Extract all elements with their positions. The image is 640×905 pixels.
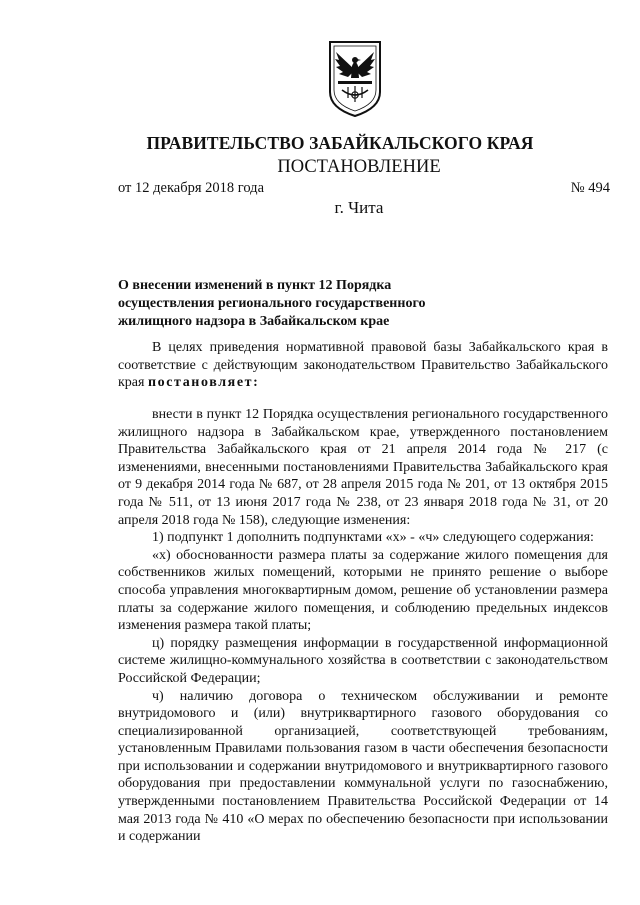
body-paragraph: «х) обоснованности размера платы за содержание жилого помещения для собственников жилых помещений, которыми не принято решение о выборе способа управления многоквартирным домом, решение об установлении размера платы за содержание жилого помещения, и соблюдению предельных индексов изменения размера такой платы; [118, 547, 608, 634]
document-number: № 494 [570, 180, 610, 196]
intro-text: В целях приведения нормативной правовой базы Забайкальского края в соответствие с действующим законодательством Правительство Забайкальского края [118, 340, 608, 391]
decree-body [118, 406, 608, 846]
subject-line: жилищного надзора в Забайкальском крае [118, 314, 390, 329]
document-city: г. Чита [334, 198, 384, 217]
body-paragraph: внести в пункт 12 Порядка осуществления регионального государственного жилищного надзора в Забайкальском крае, утвержденного постановлением Правительства Забайкальского края от 21 апреля 2014 года № 217 (с изменениями, внесенными постановлениями Правительства Забайкальского края от 9 декабря 2014 года № 687, от 28 апреля 2015 года № 201, от 13 октября 2015 года № 511, от 13 июня 2017 года № 238, от 23 января 2018 года № 31, от 20 апреля 2018 года № 158), следующие изменения: [118, 407, 608, 528]
body-paragraph: ц) порядку размещения информации в государственной информационной системе жилищно-коммунального хозяйства в соответствии с законодательством Российской Федерации; [118, 635, 608, 686]
intro-paragraph [118, 339, 608, 392]
document-subject [118, 277, 478, 331]
document-type: ПОСТАНОВЛЕНИЕ [277, 157, 441, 177]
subject-line: О внесении изменений в пункт 12 Порядка [118, 278, 392, 293]
decree-word: постановляет: [147, 375, 260, 391]
subject-line: осуществления регионального государственного [118, 296, 426, 311]
body-paragraph: ч) наличию договора о техническом обслуживании и ремонте внутридомового и (или) внутриквартирного газового оборудования со специализированной организацией, соответствующей требованиям, установленным Правилами пользования газом в части обеспечения безопасности при использовании и содержании внутридомового и внутриквартирного газового оборудования при предоставлении коммунальной услуги по газоснабжению, утвержденными постановлением Правительства Российской Федерации от 14 мая 2013 года № 410 «О мерах по обеспечению безопасности при использовании и содержании [118, 688, 608, 845]
document-date: от 12 декабря 2018 года [118, 180, 264, 196]
government-name: ПРАВИТЕЛЬСТВО ЗАБАЙКАЛЬСКОГО КРАЯ [146, 133, 534, 153]
body-paragraph: 1) подпункт 1 дополнить подпунктами «х» - «ч» следующего содержания: [152, 530, 594, 546]
zabaikalsky-krai-coat-of-arms-icon [326, 40, 384, 118]
